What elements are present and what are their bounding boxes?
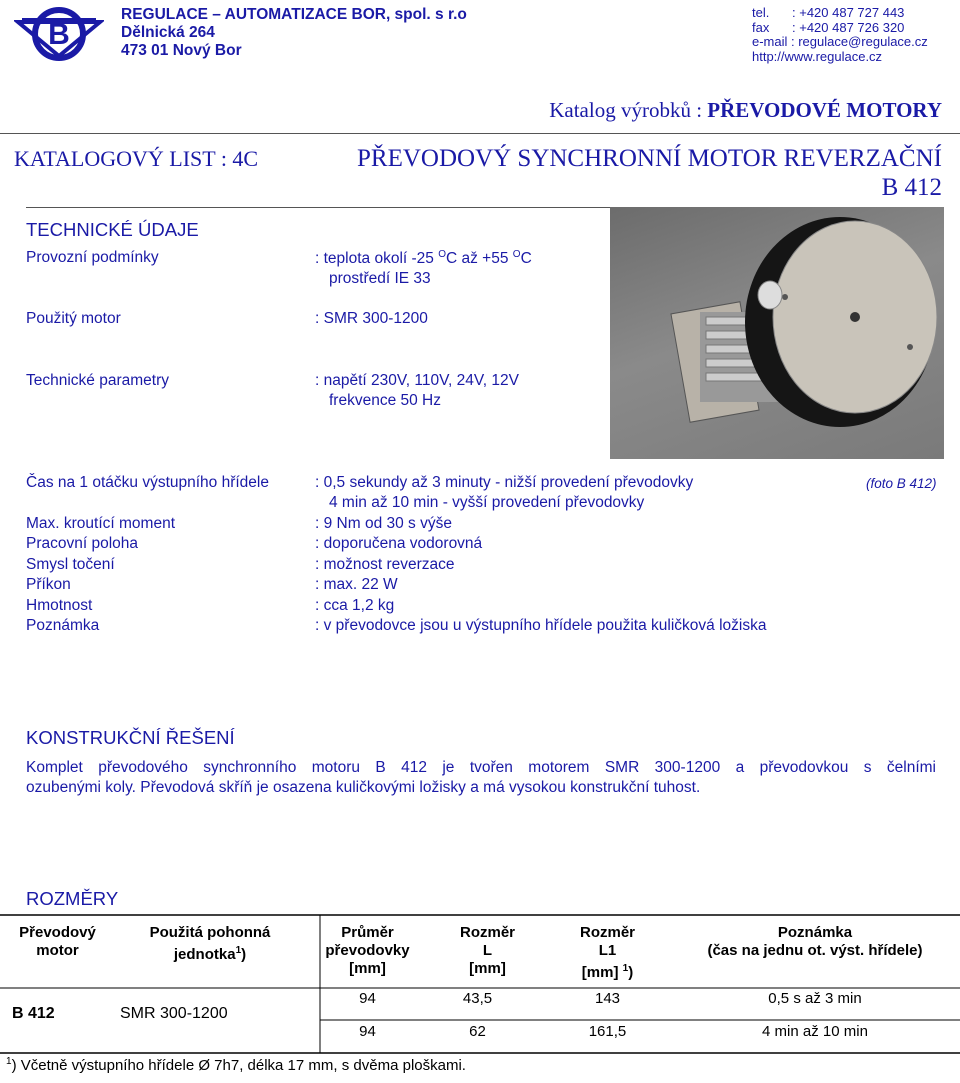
header-line: Poznámka [777,924,853,941]
company-block [121,6,467,60]
row-label: Hmotnost [26,597,93,614]
row-value: : doporučena vodorovná [315,535,483,552]
row-label: Smysl točení [26,556,115,573]
row-value: : možnost reverzace [315,556,455,573]
row-label: Čas na 1 otáčku výstupního hřídele [26,474,269,491]
company-city: 473 01 Nový Bor [121,42,242,59]
footnote-mark: 1 [6,1056,12,1067]
header-line: Rozměr [459,924,515,941]
table-cell: 62 [469,1023,486,1040]
construction-text [26,758,936,798]
svg-text:B: B [48,18,70,51]
row-value: : max. 22 W [315,576,398,593]
tech-heading: TECHNICKÉ ÚDAJE [26,219,199,240]
company-street: Dělnická 264 [121,24,215,41]
row-value: : 9 Nm od 30 s výše [315,515,452,532]
col-header-l [440,924,535,978]
table-cell: 161,5 [588,1023,627,1040]
table-cell: 94 [359,1023,376,1040]
catalog-prefix: Katalog výrobků : [549,98,708,122]
row-value: : 0,5 sekundy až 3 minuty - nižší provedení převodovky [315,474,694,491]
header-line: L1 [598,942,617,959]
header-line: jednotka [173,946,236,963]
catalog-heading [549,98,942,123]
product-title: PŘEVODOVÝ SYNCHRONNÍ MOTOR REVERZAČNÍ [357,145,942,172]
web-link[interactable]: http://www.regulace.cz [752,48,883,64]
row-value: : napětí 230V, 110V, 24V, 12V [315,372,519,389]
col-header-note [680,924,950,960]
fax-key: fax [752,19,770,35]
company-logo [14,4,104,62]
header-line: Převodový [19,924,96,941]
header-line: [mm] [469,960,506,977]
table-cell: 94 [359,990,376,1007]
tel-value: : +420 487 727 443 [792,5,905,20]
photo-caption: (foto B 412) [866,476,937,491]
header-line: [mm] [581,964,619,981]
catalog-category: PŘEVODOVÉ MOTORY [707,98,942,122]
construction-line: ozubenými koly. Převodová skříň je osazena kuličkovými ložisky a má vysokou konstrukční tuhost. [26,779,701,796]
header-line: převodovky [325,942,410,959]
row-label: Technické parametry [26,372,170,389]
dims-heading: ROZMĚRY [26,888,119,909]
row-label: Provozní podmínky [26,249,159,266]
col-header-unit: Použitá pohonná jednotka$^1$) [130,924,290,964]
construction-heading: KONSTRUKČNÍ ŘEŠENÍ [26,727,235,748]
company-name: REGULACE – AUTOMATIZACE BOR, spol. s r.o [121,6,467,23]
header-line: Rozměr [579,924,635,941]
contact-block [752,6,928,64]
header-line: [mm] [349,960,386,977]
fax-value: : +420 487 726 320 [792,19,905,35]
product-model: B 412 [881,174,942,201]
row-label: Poznámka [26,617,100,634]
email-link[interactable]: e-mail : regulace@regulace.cz [752,34,928,49]
header-line: (čas na jednu ot. výst. hřídele) [707,942,923,959]
table-cell: 4 min až 10 min [762,1023,868,1040]
header-line: L [482,942,493,959]
table-unit: SMR 300-1200 [120,1005,228,1022]
row-value-2: 4 min až 10 min - vyšší provedení převodovky [329,494,645,511]
table-cell: 0,5 s až 3 min [768,990,862,1007]
row-label: Použitý motor [26,310,121,327]
row-value: : cca 1,2 kg [315,597,395,614]
table-footnote [6,1056,466,1074]
header-line: Použitá pohonná [149,924,271,941]
row-value: : SMR 300-1200 [315,310,428,327]
sheet-label: KATALOGOVÝ LIST : 4C [14,146,259,171]
footnote-mark: 1 [235,945,242,956]
header-line: Průměr [341,924,394,941]
footnote-mark: 1 [622,963,629,974]
row-value: : v převodovce jsou u výstupního hřídele použita kuličková ložiska [315,617,767,634]
footnote-text: ) Včetně výstupního hřídele Ø 7h7, délka 17 mm, s dvěma ploškami. [11,1057,466,1074]
table-cell: 43,5 [462,990,493,1007]
header-line: motor [36,942,79,959]
col-header-motor [10,924,105,960]
divider [26,207,610,208]
row-value: : teplota okolí -25 $^O$C až +55 $^O$C [315,249,532,268]
construction-line: Komplet převodového synchronního motoru B 412 je tvořen motorem SMR 300-1200 a převodovkou s čelními [26,759,936,776]
row-label: Pracovní poloha [26,535,139,552]
row-value-2: prostředí IE 33 [329,270,431,287]
col-header-diameter [310,924,425,978]
table-model: B 412 [12,1005,55,1022]
motor-image [610,207,944,459]
row-value-2: frekvence 50 Hz [329,392,441,409]
divider [0,133,960,134]
product-photo [610,207,944,459]
row-label: Max. kroutící moment [26,515,176,532]
table-cell: 143 [594,990,621,1007]
row-label: Příkon [26,576,71,593]
product-title-block [357,144,942,202]
tel-key: tel. [752,5,770,20]
col-header-l1: Rozměr L1 [mm] $^1$) [560,924,655,982]
